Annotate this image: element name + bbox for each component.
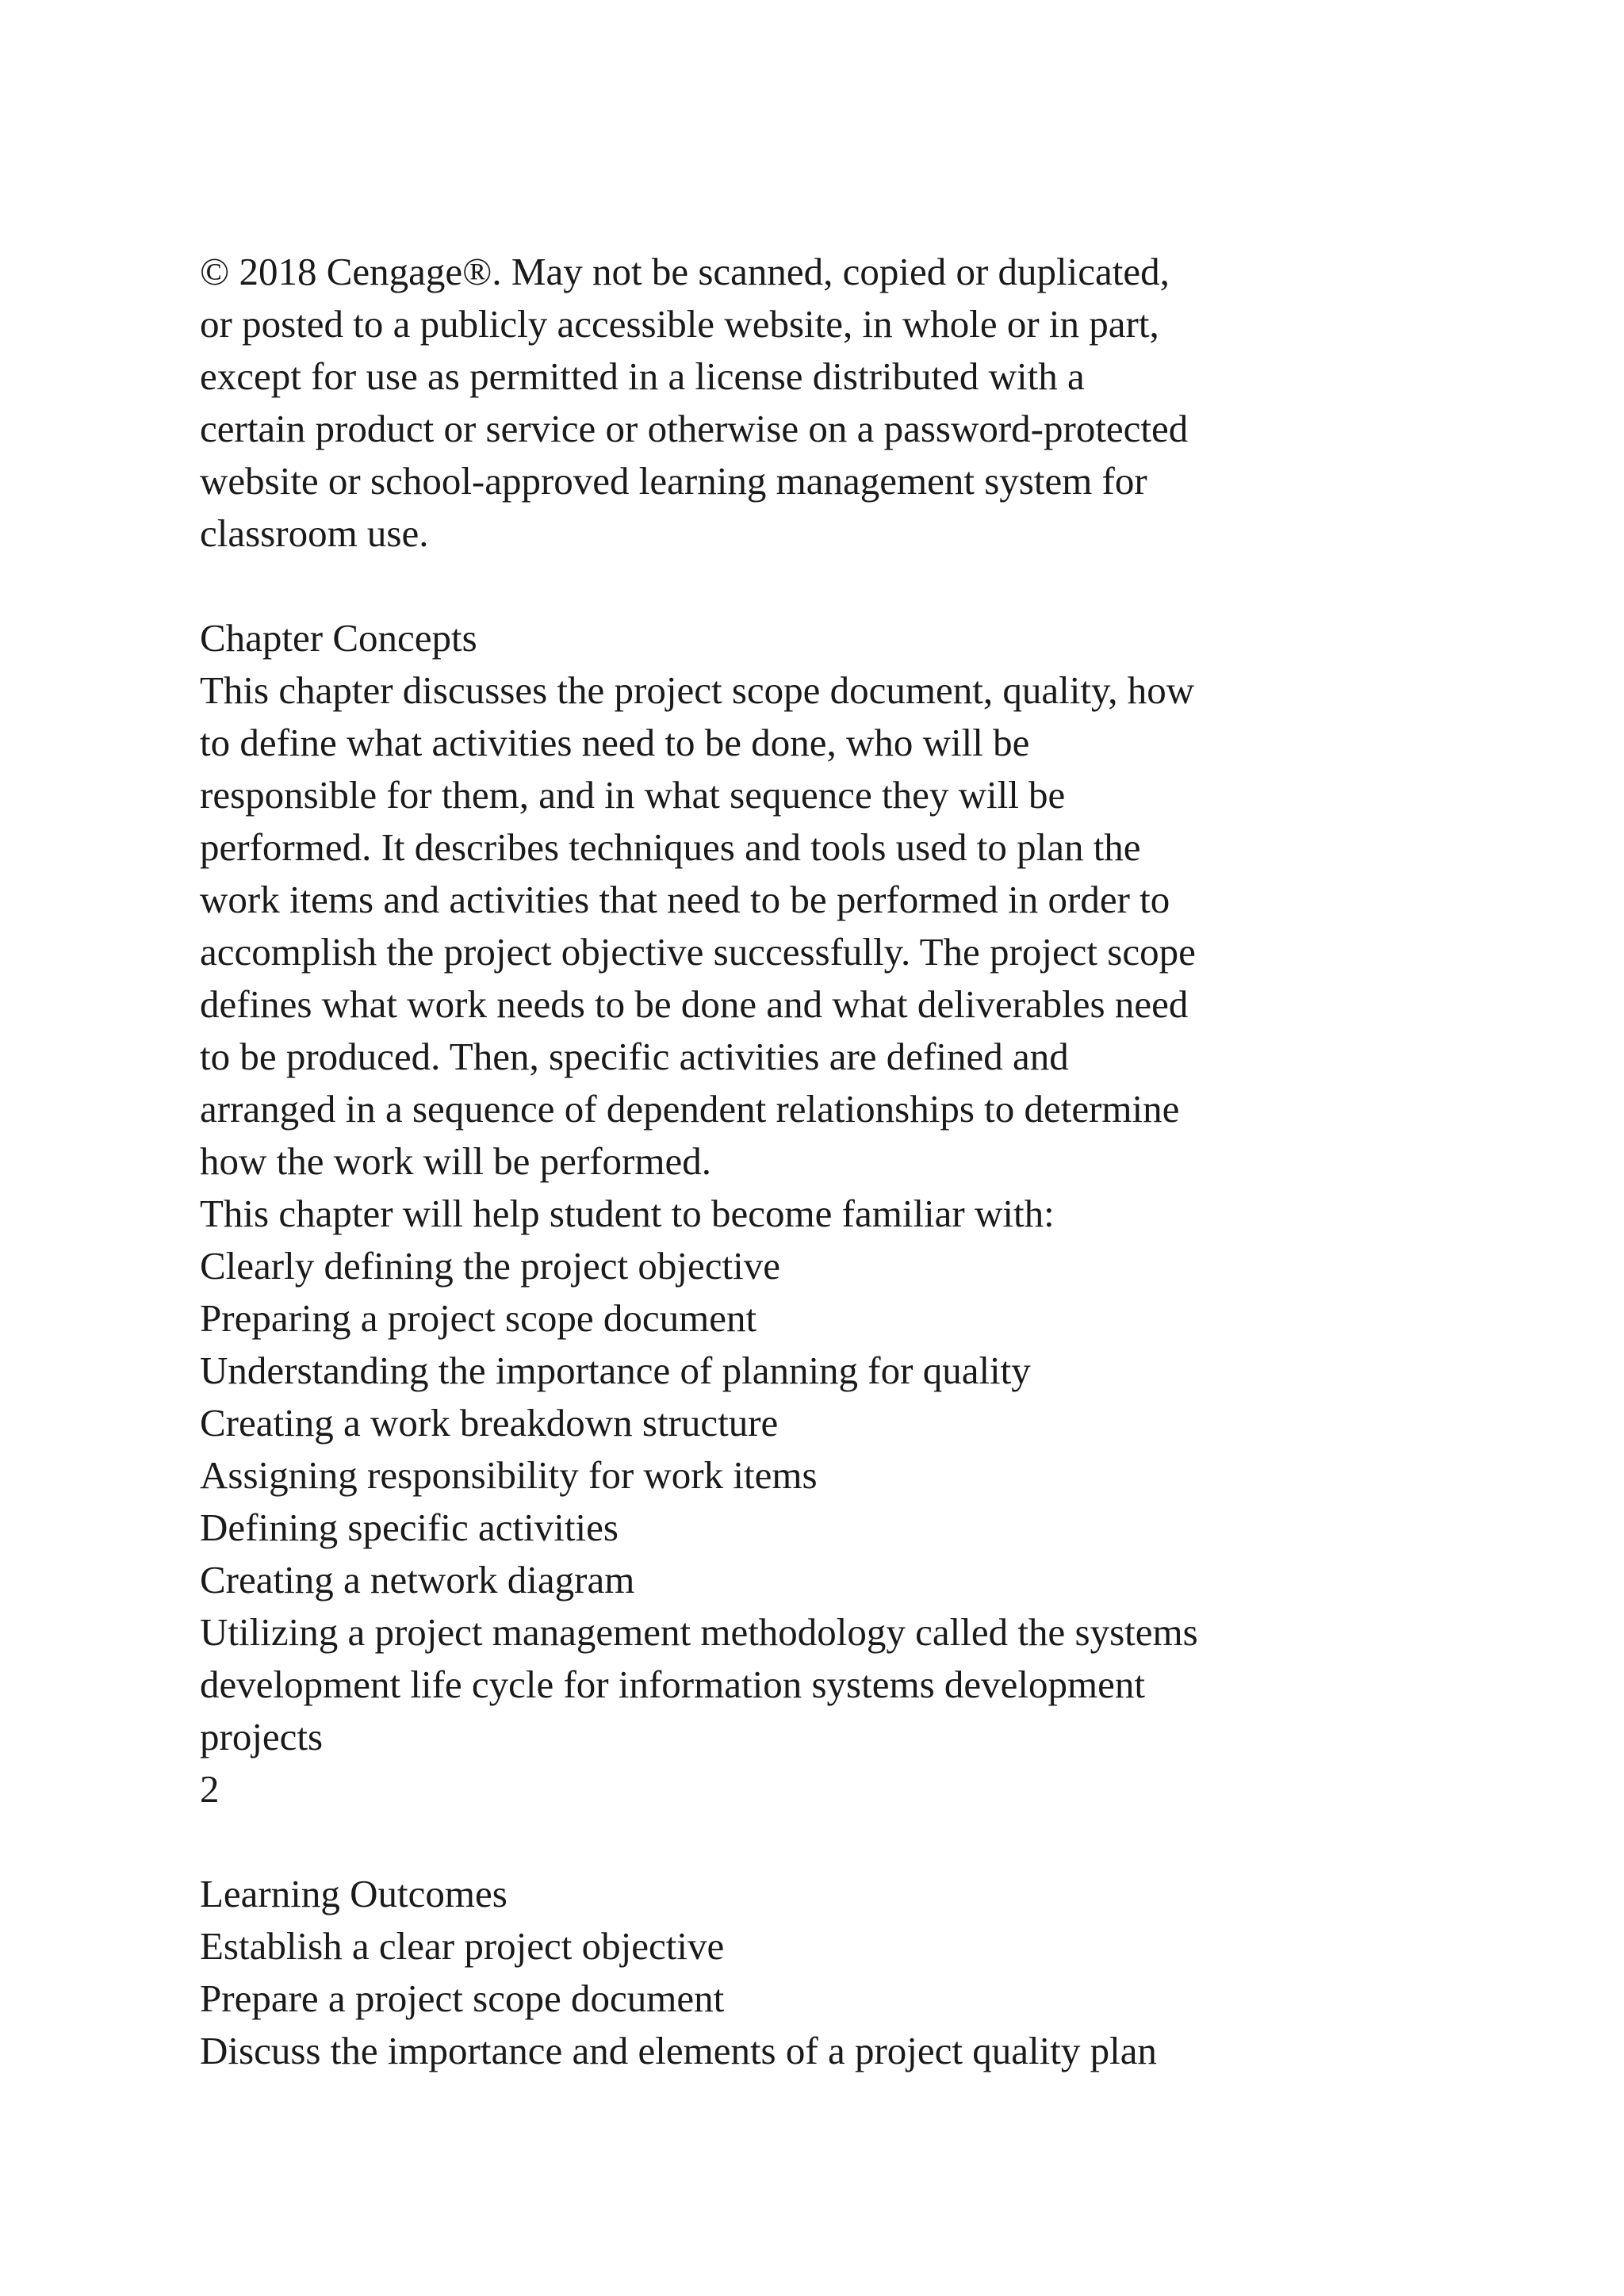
list-item: Clearly defining the project objective bbox=[200, 1244, 781, 1288]
page-number: 2 bbox=[200, 1767, 220, 1811]
paragraph-line: performed. It describes techniques and tools used to plan the bbox=[200, 825, 1141, 869]
copyright-line: website or school-approved learning management system for bbox=[200, 459, 1147, 503]
paragraph-line: how the work will be performed. bbox=[200, 1139, 711, 1183]
paragraph-line: to define what activities need to be done, who will be bbox=[200, 721, 1030, 764]
learning-outcomes-heading: Learning Outcomes bbox=[200, 1872, 508, 1915]
chapter-concepts-paragraph bbox=[200, 664, 1500, 1188]
copyright-line: or posted to a publicly accessible website, in whole or in part, bbox=[200, 302, 1159, 346]
paragraph-line: work items and activities that need to be performed in order to bbox=[200, 878, 1170, 921]
copyright-notice bbox=[200, 246, 1500, 560]
chapter-concepts-list bbox=[200, 1240, 1500, 1763]
list-item: projects bbox=[200, 1715, 324, 1758]
list-item: Creating a work breakdown structure bbox=[200, 1401, 779, 1445]
paragraph-line: to be produced. Then, specific activities are defined and bbox=[200, 1035, 1069, 1078]
chapter-concepts-heading: Chapter Concepts bbox=[200, 616, 477, 660]
list-item: Understanding the importance of planning for quality bbox=[200, 1349, 1031, 1392]
chapter-concepts-section bbox=[200, 612, 1500, 1816]
copyright-line: © 2018 Cengage®. May not be scanned, copied or duplicated, bbox=[200, 250, 1170, 293]
list-item: development life cycle for information systems development bbox=[200, 1663, 1145, 1706]
paragraph-line: accomplish the project objective successfully. The project scope bbox=[200, 930, 1196, 974]
list-item: Preparing a project scope document bbox=[200, 1296, 757, 1340]
chapter-concepts-intro: This chapter will help student to become familiar with: bbox=[200, 1192, 1055, 1235]
list-item: Utilizing a project management methodology called the systems bbox=[200, 1610, 1198, 1654]
copyright-line: classroom use. bbox=[200, 511, 429, 555]
blank-line bbox=[200, 1816, 1500, 1868]
list-item: Discuss the importance and elements of a project quality plan bbox=[200, 2029, 1157, 2072]
copyright-line: certain product or service or otherwise on a password-protected bbox=[200, 407, 1189, 450]
blank-line bbox=[200, 560, 1500, 612]
paragraph-line: defines what work needs to be done and what deliverables need bbox=[200, 982, 1189, 1026]
list-item: Defining specific activities bbox=[200, 1506, 619, 1549]
paragraph-line: arranged in a sequence of dependent relationships to determine bbox=[200, 1087, 1180, 1131]
learning-outcomes-section bbox=[200, 1868, 1500, 2077]
paragraph-line: responsible for them, and in what sequence they will be bbox=[200, 773, 1066, 817]
list-item: Establish a clear project objective bbox=[200, 1924, 725, 1968]
document-body bbox=[200, 246, 1500, 2077]
list-item: Prepare a project scope document bbox=[200, 1976, 725, 2020]
list-item: Creating a network diagram bbox=[200, 1558, 635, 1601]
paragraph-line: This chapter discusses the project scope document, quality, how bbox=[200, 668, 1195, 712]
list-item: Assigning responsibility for work items bbox=[200, 1453, 818, 1497]
copyright-line: except for use as permitted in a license distributed with a bbox=[200, 354, 1085, 398]
